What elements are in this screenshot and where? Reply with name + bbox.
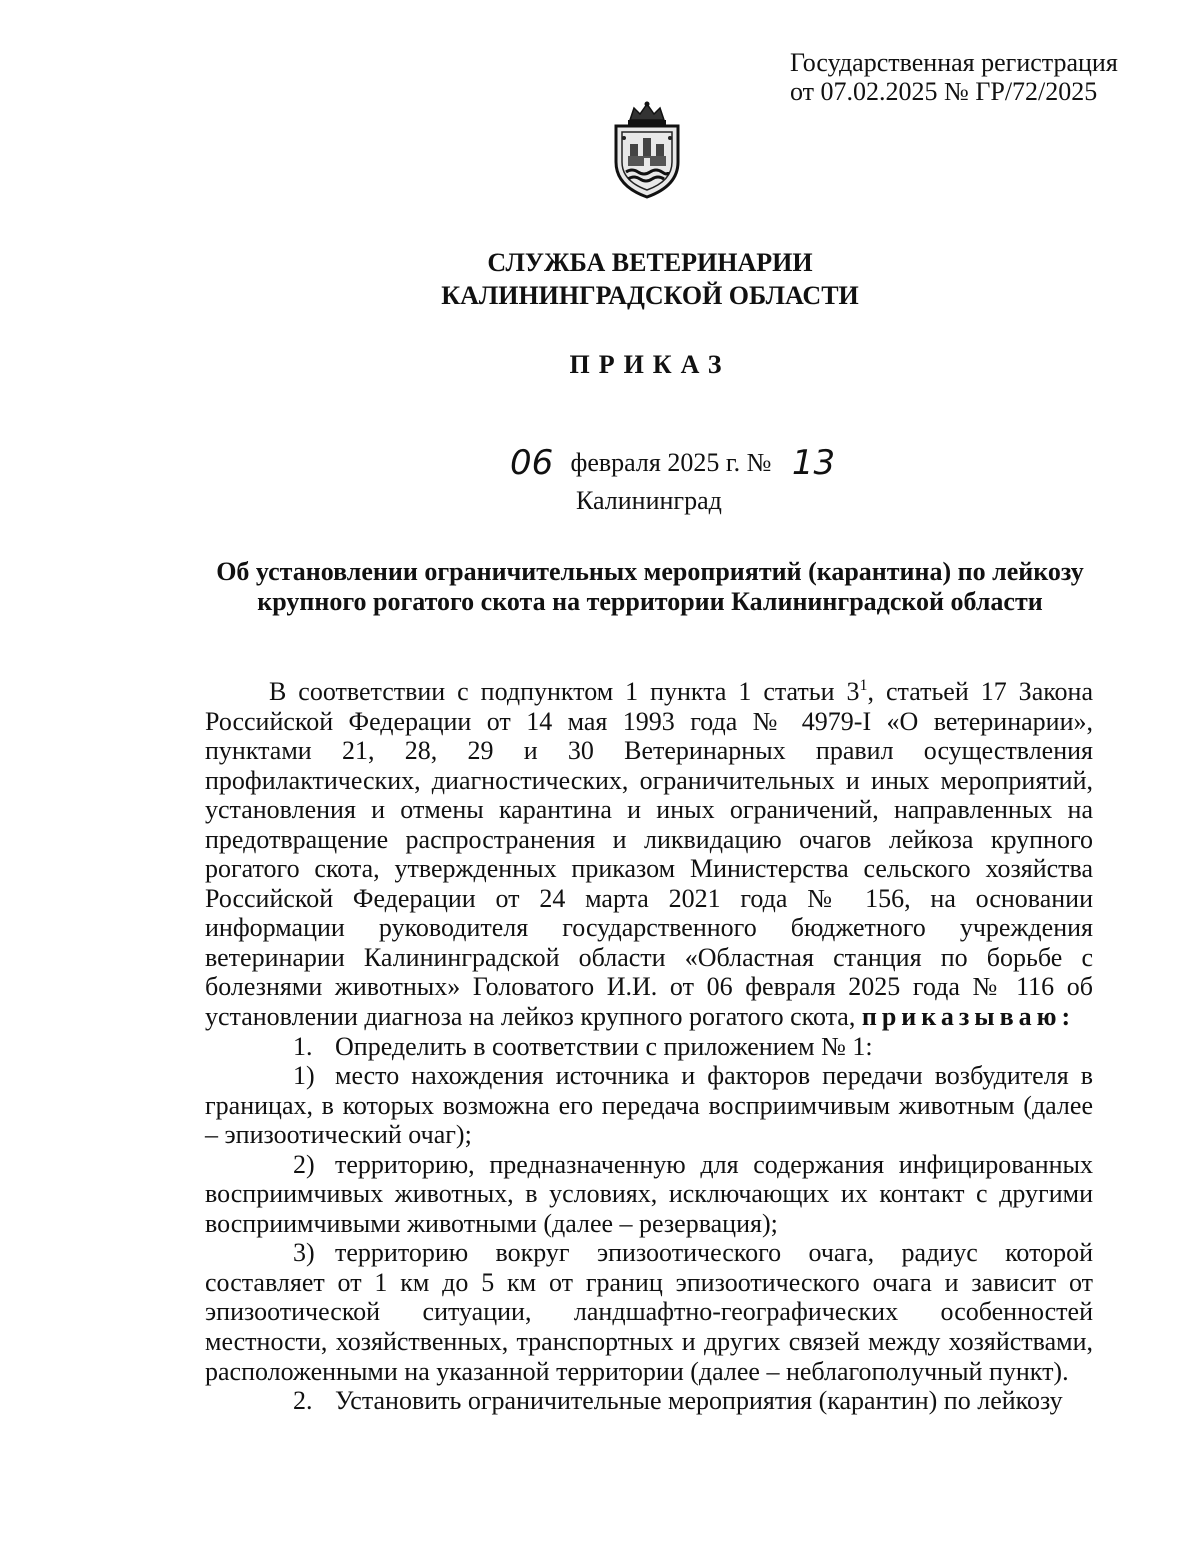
registration-line-2: от 07.02.2025 № ГР/72/2025 — [790, 77, 1098, 106]
registration-stamp — [790, 48, 1118, 106]
document-type: ПРИКАЗ — [569, 350, 731, 379]
subitem-3-text: территорию вокруг эпизоотического очага, радиус которой составляет от 1 км до 5 км от границ эпизоотического очага и зависит от эпизоотической ситуации, ландшафтно-географических особенностей местности, хозяйственных, транспортных и других связей между хозяйствами, расположенными на указанной территории (далее – неблагополучный пункт). — [205, 1238, 1093, 1386]
preamble-text-rest: , статьей 17 Закона Российской Федерации от 14 мая 1993 года № 4979-I «О ветеринарии», пунктами 21, 28, 29 и 30 Ветеринарных правил осуществления профилактических, диагностических, ограничительных и иных мероприятий, установления и отмены карантина и иных ограничений, направленных на предотвращение распространения и ликвидацию очагов лейкоза крупного рогатого скота, утвержденных приказом Министерства сельского хозяйства Российской Федерации от 24 марта 2021 года № 156, на основании информации руководителя государственного бюджетного учреждения ветеринарии Калининградской области «Областная станция по борьбе с болезнями животных» Головатого И.И. от 06 февраля 2025 года № 116 об установлении диагноза на лейкоз крупного рогатого скота, — [205, 677, 1094, 1032]
document-title-line-2: крупного рогатого скота на территории Калининградской области — [257, 587, 1043, 616]
item-1-text: Определить в соответствии с приложением № 1: — [335, 1031, 873, 1061]
item-2-number: 2. — [293, 1386, 313, 1416]
document-city: Калининград — [576, 486, 722, 515]
item-1 — [205, 1032, 1093, 1062]
subitem-1-number: 1) — [293, 1061, 315, 1091]
item-1-number: 1. — [293, 1031, 313, 1061]
subitem-3 — [205, 1238, 1093, 1386]
preamble-paragraph — [205, 677, 1093, 1032]
item-2 — [205, 1386, 1093, 1416]
subitem-1-text: место нахождения источника и факторов передачи возбудителя в границах, в которых возможна его передача восприимчивым животным (далее – эпизоотический очаг); — [205, 1061, 1093, 1150]
order-word: приказываю: — [861, 1002, 1076, 1032]
subitem-2-text: территорию, предназначенную для содержания инфицированных восприимчивых животных, в условиях, исключающих их контакт с другими восприимчивыми животными (далее – резервация); — [205, 1149, 1093, 1238]
organization-name-line-2: КАЛИНИНГРАДСКОЙ ОБЛАСТИ — [441, 281, 859, 310]
document-title-line-1: Об установлении ограничительных мероприятий (карантина) по лейкозу — [216, 557, 1084, 586]
handwritten-day: 06 — [510, 443, 554, 483]
registration-line-1: Государственная регистрация — [790, 48, 1118, 77]
document-date-line — [510, 443, 836, 483]
date-month-year: февраля 2025 г. № — [570, 448, 772, 477]
preamble-text-start: В соответствии с подпунктом 1 пункта 1 статьи 3 — [269, 677, 860, 706]
subitem-3-number: 3) — [293, 1238, 315, 1268]
document-body — [205, 677, 1093, 1416]
subitem-2 — [205, 1150, 1093, 1239]
organization-name-line-1: СЛУЖБА ВЕТЕРИНАРИИ — [487, 248, 813, 277]
item-2-text: Установить ограничительные мероприятия (карантин) по лейкозу — [335, 1386, 1063, 1416]
subitem-1 — [205, 1061, 1093, 1150]
coat-of-arms-icon — [606, 100, 688, 200]
preamble-superscript: 1 — [859, 677, 868, 694]
subitem-2-number: 2) — [293, 1149, 315, 1179]
handwritten-document-number: 13 — [791, 443, 836, 483]
